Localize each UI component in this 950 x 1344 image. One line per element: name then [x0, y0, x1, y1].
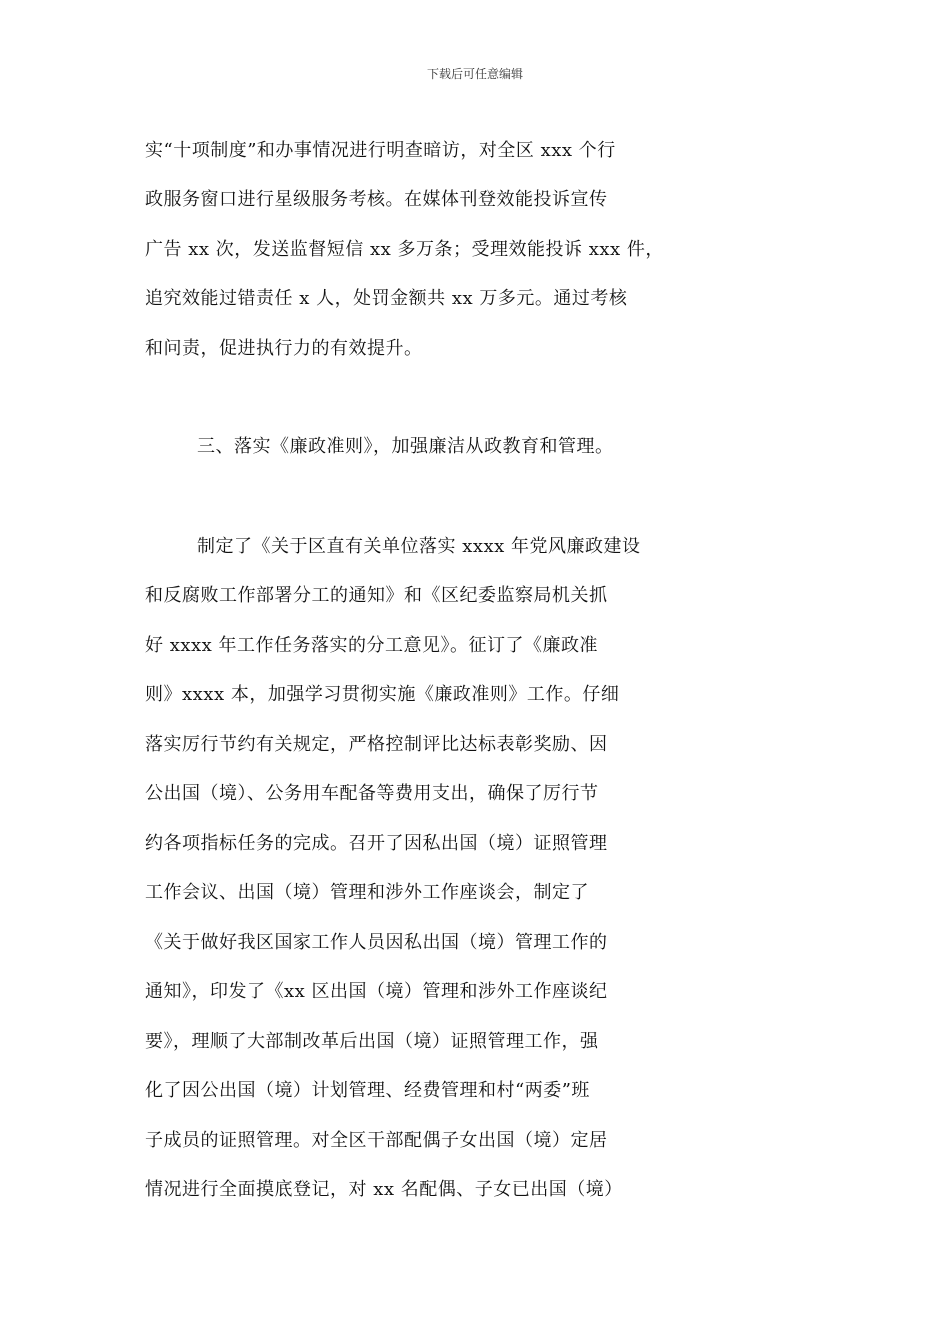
- text-line: 追究效能过错责任 x 人，处罚金额共 xx 万多元。通过考核: [145, 288, 628, 309]
- text-line: 化了因公出国（境）计划管理、经费管理和村“两委”班: [145, 1080, 590, 1101]
- text-line: 好 xxxx 年工作任务落实的分工意见》。征订了《廉政准: [145, 635, 599, 656]
- text-line: 工作会议、出国（境）管理和涉外工作座谈会，制定了: [145, 882, 589, 903]
- text-line: 《关于做好我区国家工作人员因私出国（境）管理工作的: [145, 932, 608, 953]
- text-line: 落实厉行节约有关规定，严格控制评比达标表彰奖励、因: [145, 734, 608, 755]
- text-line: 制定了《关于区直有关单位落实 xxxx 年党风廉政建设: [197, 536, 641, 557]
- text-line: 和问责，促进执行力的有效提升。: [145, 338, 423, 359]
- text-line: 约各项指标任务的完成。召开了因私出国（境）证照管理: [145, 833, 608, 854]
- text-line: 广告 xx 次，发送监督短信 xx 多万条；受理效能投诉 xxx 件，: [145, 239, 664, 260]
- text-line: 公出国（境）、公务用车配备等费用支出，确保了厉行节: [145, 783, 599, 804]
- section-heading: 三、落实《廉政准则》，加强廉洁从政教育和管理。: [197, 436, 614, 457]
- text-line: 情况进行全面摸底登记，对 xx 名配偶、子女已出国（境）: [145, 1179, 623, 1200]
- text-line: 则》xxxx 本，加强学习贯彻实施《廉政准则》工作。仔细: [145, 684, 620, 705]
- text-line: 实“十项制度”和办事情况进行明查暗访，对全区 xxx 个行: [145, 140, 616, 161]
- text-line: 要》，理顺了大部制改革后出国（境）证照管理工作，强: [145, 1031, 599, 1052]
- text-line: 政服务窗口进行星级服务考核。在媒体刊登效能投诉宣传: [145, 189, 608, 210]
- page-header: 下载后可任意编辑: [426, 67, 523, 81]
- text-line: 通知》，印发了《xx 区出国（境）管理和涉外工作座谈纪: [145, 981, 608, 1002]
- text-line: 子成员的证照管理。对全区干部配偶子女出国（境）定居: [145, 1130, 608, 1151]
- text-line: 和反腐败工作部署分工的通知》和《区纪委监察局机关抓: [145, 585, 608, 606]
